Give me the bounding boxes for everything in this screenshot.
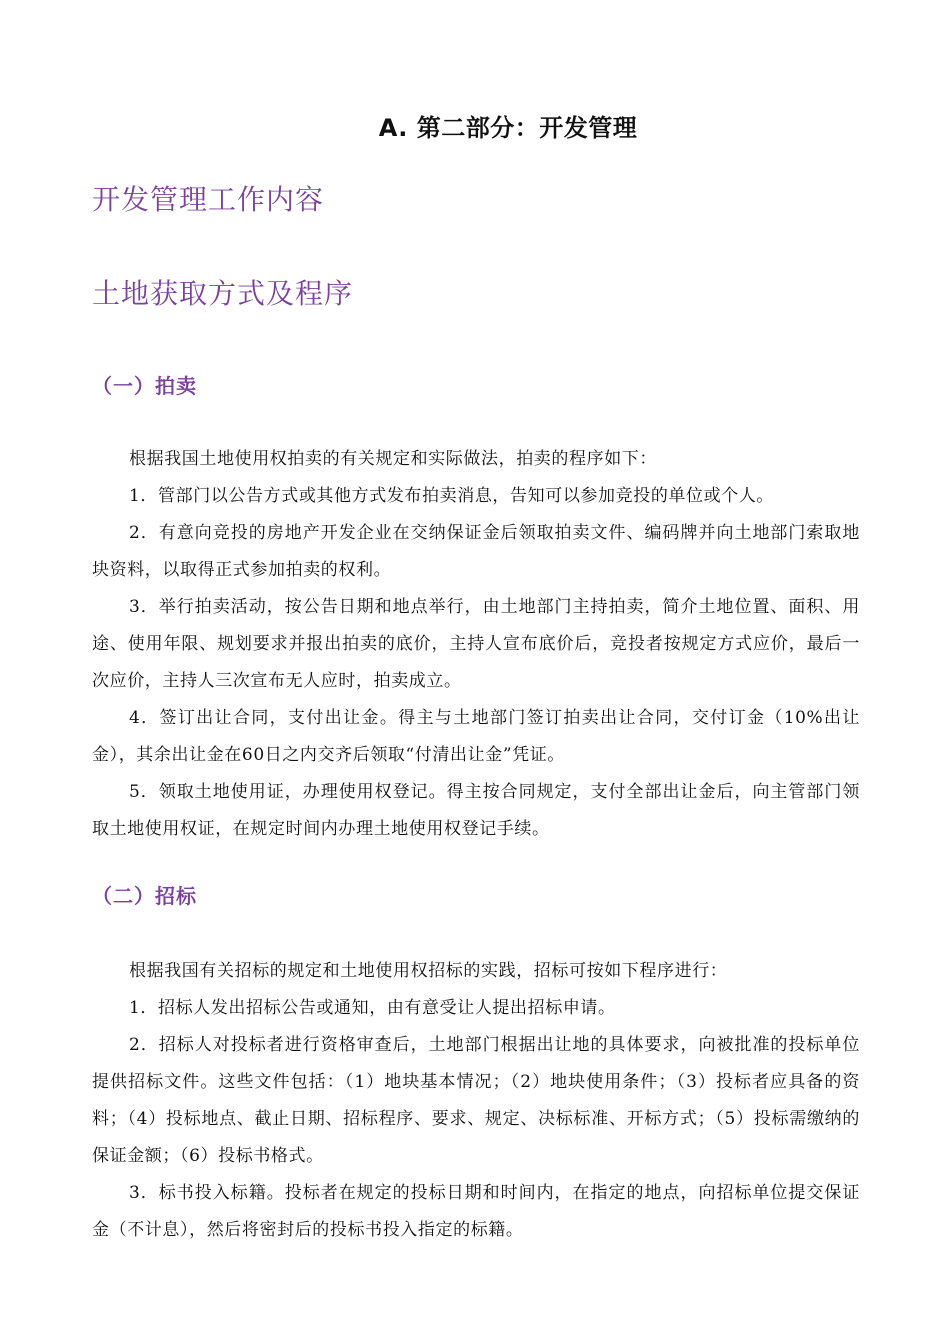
paragraph: 3．标书投入标籍。投标者在规定的投标日期和时间内，在指定的地点，向招标单位提交保证金（不计息），然后将密封后的投标书投入指定的标籍。: [92, 1183, 860, 1240]
section-body-auction: [92, 441, 860, 848]
paragraph: 根据我国土地使用权拍卖的有关规定和实际做法，拍卖的程序如下：: [129, 449, 657, 469]
document-title: A. 第二部分：开发管理: [378, 114, 638, 142]
paragraph: 根据我国有关招标的规定和土地使用权招标的实践，招标可按如下程序进行：: [129, 961, 728, 981]
section-heading-auction: （一）拍卖: [92, 374, 197, 398]
paragraph: 1．招标人发出招标公告或通知，由有意受让人提出招标申请。: [129, 998, 616, 1018]
paragraph: 5．领取土地使用证，办理使用权登记。得主按合同规定，支付全部出让金后，向主管部门领取土地使用权证，在规定时间内办理土地使用权登记手续。: [92, 782, 860, 839]
section-heading-tender: （二）招标: [92, 884, 197, 908]
section-body-tender: [92, 953, 860, 1249]
paragraph: 2．招标人对投标者进行资格审查后，土地部门根据出让地的具体要求，向被批准的投标单位提供招标文件。这些文件包括：（1）地块基本情况；（2）地块使用条件；（3）投标者应具备的资料；（4）投标地点、截止日期、招标程序、要求、规定、决标标准、开标方式；（5）投标需缴纳的保证金额；（6）投标书格式。: [92, 1035, 860, 1166]
paragraph: 3．举行拍卖活动，按公告日期和地点举行，由土地部门主持拍卖，简介土地位置、面积、用途、使用年限、规划要求并报出拍卖的底价，主持人宣布底价后，竞投者按规定方式应价，最后一次应价，主持人三次宣布无人应时，拍卖成立。: [92, 597, 860, 691]
paragraph: 2．有意向竞投的房地产开发企业在交纳保证金后领取拍卖文件、编码牌并向土地部门索取地块资料，以取得正式参加拍卖的权利。: [92, 523, 860, 580]
heading-development-work: 开发管理工作内容: [92, 183, 325, 216]
paragraph: 1．管部门以公告方式或其他方式发布拍卖消息，告知可以参加竞投的单位或个人。: [129, 486, 775, 506]
heading-land-acquisition: 土地获取方式及程序: [92, 277, 354, 310]
paragraph: 4．签订出让合同，支付出让金。得主与土地部门签订拍卖出让合同，交付订金（10%出让金），其余出让金在60日之内交齐后领取“付清出让金”凭证。: [92, 708, 860, 765]
